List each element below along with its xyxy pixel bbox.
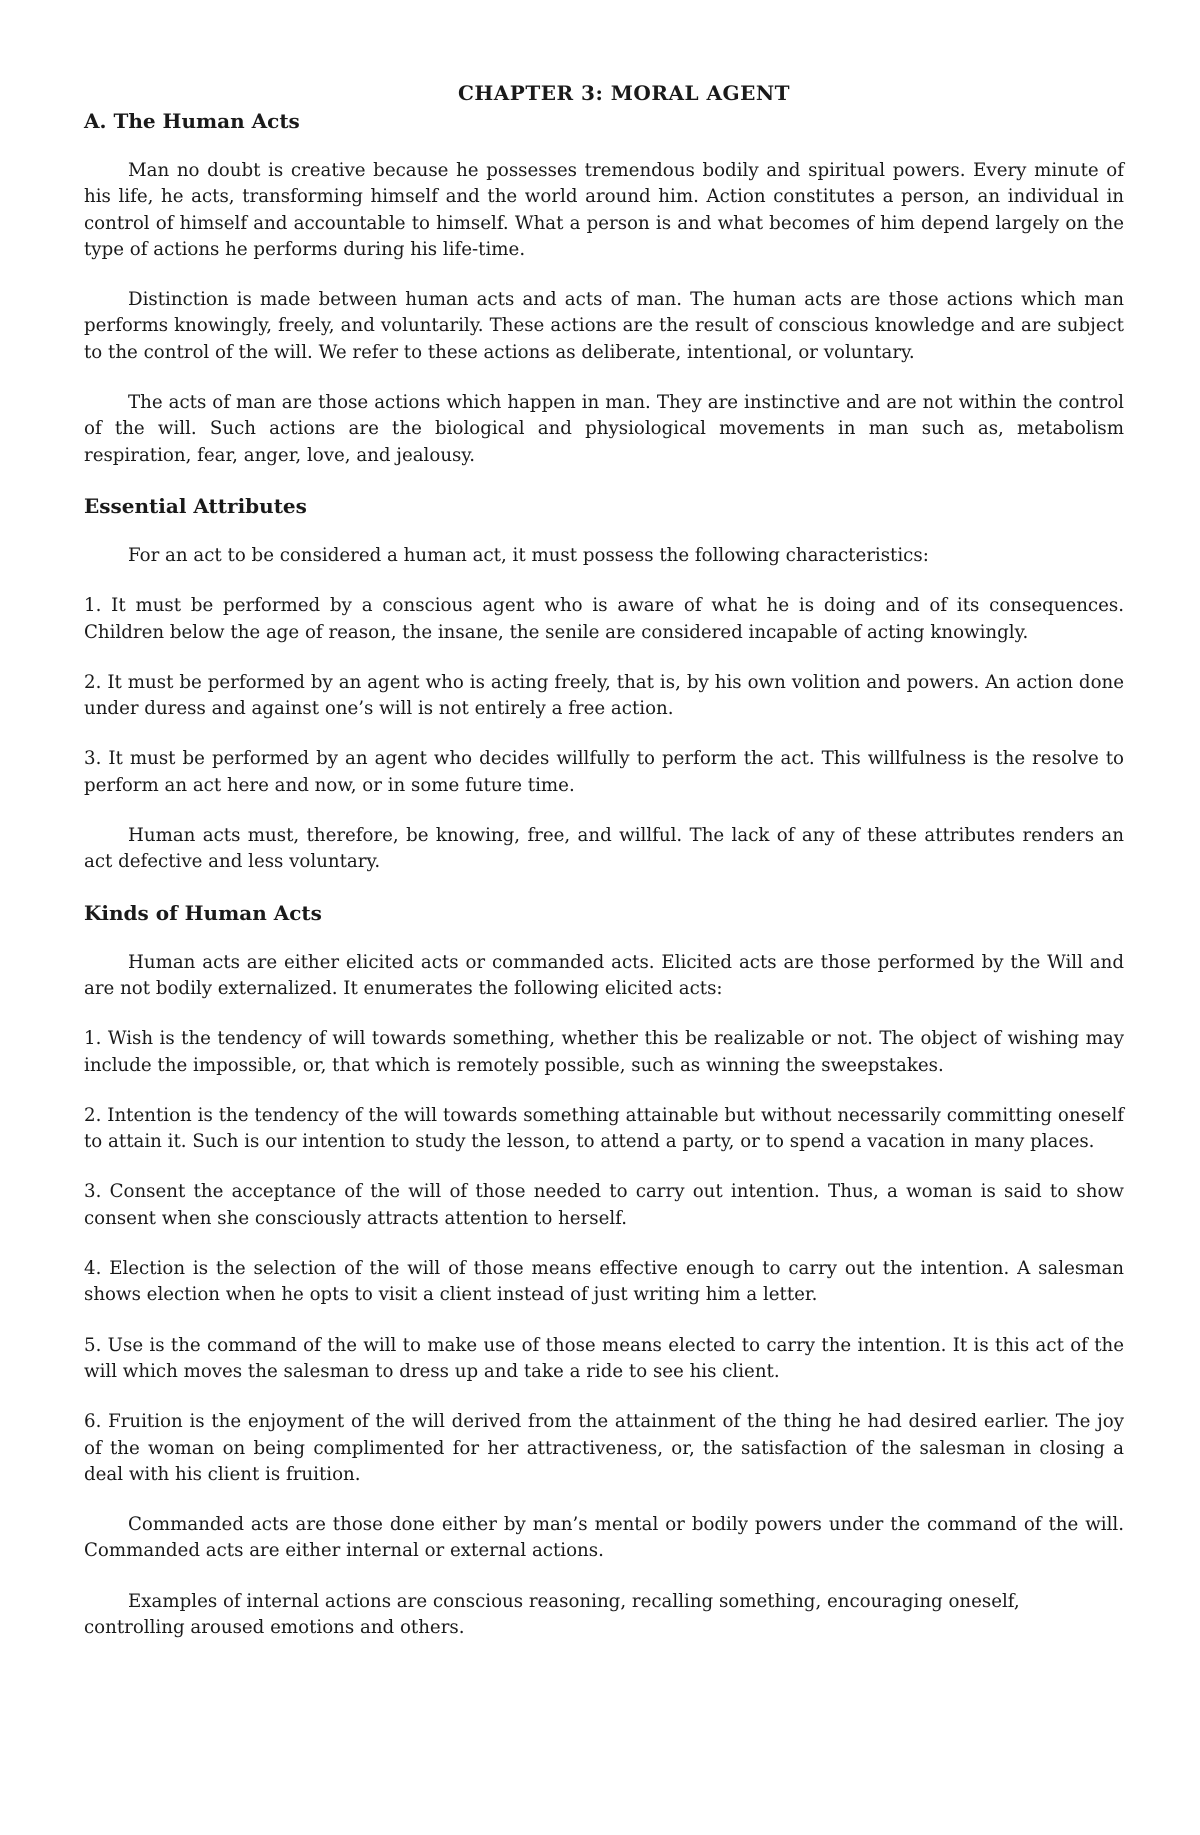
paragraph: Examples of internal actions are conscious reasoning, recalling something, encouraging oneself, controlling aroused emotions and others.	[84, 1590, 1020, 1638]
list-item: 4. Election is the selection of the will of those means effective enough to carry out the intention. A salesman shows election when he opts to visit a client instead of just writing him a letter.	[84, 1258, 1124, 1306]
list-item: 2. It must be performed by an agent who is acting freely, that is, by his own volition and powers. An action done under duress and against one’s will is not entirely a free action.	[84, 671, 1124, 720]
paragraph: Human acts are either elicited acts or commanded acts. Elicited acts are those performed by the Will and are not bodily externalized. It enumerates the following elicited acts:	[84, 951, 1124, 999]
chapter-title: CHAPTER 3: MORAL AGENT	[457, 81, 791, 105]
paragraph: Distinction is made between human acts and acts of man. The human acts are those actions which man performs knowingly, freely, and voluntarily. These actions are the result of conscious knowledge and are subject to the control of the will. We refer to these actions as deliberate, intentional, or voluntary.	[84, 289, 1124, 363]
section-heading-kinds-of-human-acts: Kinds of Human Acts	[84, 900, 322, 925]
section-heading-essential-attributes: Essential Attributes	[84, 493, 307, 518]
list-item: 6. Fruition is the enjoyment of the will derived from the attainment of the thing he had desired earlier. The joy of the woman on being complimented for her attractiveness, or, the satisfaction of the salesman in closing a deal with his client is fruition.	[84, 1411, 1124, 1485]
paragraph: For an act to be considered a human act, it must possess the following characteristics:	[128, 544, 929, 566]
list-item: 5. Use is the command of the will to make use of those means elected to carry the intention. It is this act of the will which moves the salesman to dress up and take a ride to see his client.	[84, 1334, 1124, 1382]
list-item: 2. Intention is the tendency of the will towards something attainable but without necessarily committing oneself to attain it. Such is our intention to study the lesson, to attend a party, or to spend a vacation in many places.	[84, 1104, 1124, 1153]
paragraph: Human acts must, therefore, be knowing, free, and willful. The lack of any of these attributes renders an act defective and less voluntary.	[84, 825, 1124, 873]
list-item: 3. It must be performed by an agent who decides willfully to perform the act. This willfulness is the resolve to perform an act here and now, or in some future time.	[84, 748, 1124, 796]
list-item: 1. Wish is the tendency of will towards something, whether this be realizable or not. The object of wishing may include the impossible, or, that which is remotely possible, such as winning the sweepstakes.	[84, 1028, 1124, 1076]
list-item: 3. Consent the acceptance of the will of those needed to carry out intention. Thus, a woman is said to show consent when she consciously attracts attention to herself.	[84, 1181, 1124, 1229]
paragraph: The acts of man are those actions which happen in man. They are instinctive and are not within the control of the will. Such actions are the biological and physiological movements in man such as, metabolism respiration, fear, anger, love, and jealousy.	[84, 392, 1124, 466]
section-heading-human-acts: A. The Human Acts	[84, 109, 300, 133]
paragraph: Commanded acts are those done either by man’s mental or bodily powers under the command of the will. Commanded acts are either internal or external actions.	[84, 1514, 1124, 1562]
list-item: 1. It must be performed by a conscious agent who is aware of what he is doing and of its consequences. Children below the age of reason, the insane, the senile are considered incapable of acting knowingly.	[84, 595, 1124, 643]
paragraph: Man no doubt is creative because he possesses tremendous bodily and spiritual powers. Every minute of his life, he acts, transforming himself and the world around him. Action constitutes a person, an individual in control of himself and accountable to himself. What a person is and what becomes of him depend largely on the type of actions he performs during his life-time.	[84, 160, 1124, 260]
document-page	[84, 80, 1124, 1665]
